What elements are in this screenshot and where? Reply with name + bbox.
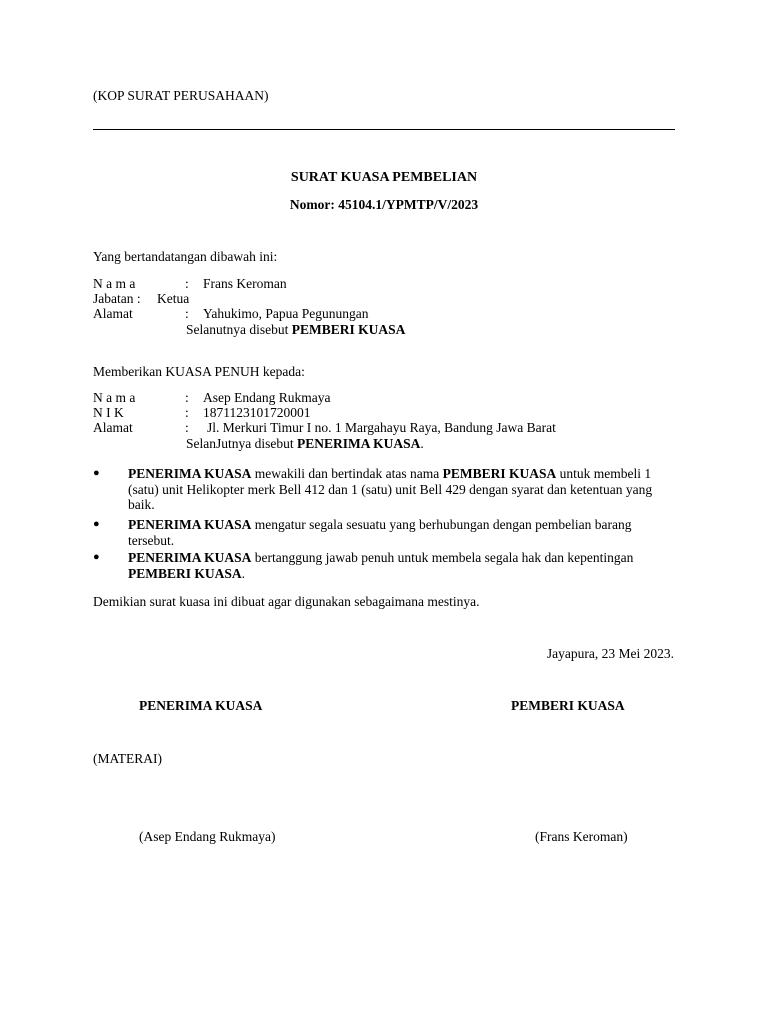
bold-term: PENERIMA KUASA xyxy=(128,517,252,532)
grantee-designation-term: PENERIMA KUASA xyxy=(297,436,421,451)
grant-intro-text: Memberikan KUASA PENUH kepada: xyxy=(93,364,305,379)
list-item-text xyxy=(128,517,675,548)
grantor-designation-prefix: Selanutnya disebut xyxy=(186,322,292,337)
intro-text: Yang bertandatangan dibawah ini: xyxy=(93,249,278,264)
grantee-designation-suffix: . xyxy=(420,436,424,451)
place-date: Jayapura, 23 Mei 2023. xyxy=(546,646,674,661)
grantor-position-value: Ketua xyxy=(157,291,190,306)
text-segment: untuk membeli 1 (satu) unit Helikopter merk Bell 412 dan 1 (satu) unit Bell 429 dengan syarat dan ketentuan yang baik. xyxy=(128,466,653,512)
bold-term: PEMBERI KUASA xyxy=(442,466,557,481)
grantor-designation xyxy=(186,322,405,337)
grantee-name-value: Asep Endang Rukmaya xyxy=(203,390,331,405)
left-signature-title: PENERIMA KUASA xyxy=(139,698,263,713)
bullet-marker: ● xyxy=(93,467,100,479)
grantee-nik-value: 1871123101720001 xyxy=(203,405,311,420)
text-segment: . xyxy=(241,565,246,581)
list-item-text xyxy=(128,466,675,513)
bold-term: PENERIMA KUASA xyxy=(128,550,252,565)
text-segment: mewakili dan bertindak atas nama xyxy=(251,466,443,481)
grantor-address-label: Alamat xyxy=(93,306,133,321)
grantor-name-label: N a m a xyxy=(93,276,136,291)
grantor-name-colon: : xyxy=(185,276,189,291)
grantee-nik-colon: : xyxy=(185,405,189,420)
closing-text: Demikian surat kuasa ini dibuat agar digunakan sebagaimana mestinya. xyxy=(93,594,480,609)
bullet-marker: ● xyxy=(93,518,100,530)
right-signature-title: PEMBERI KUASA xyxy=(511,698,625,713)
bold-term: PENERIMA KUASA xyxy=(128,466,252,481)
grantor-position-label: Jabatan : xyxy=(93,291,141,306)
bold-term: PEMBERI KUASA xyxy=(128,565,242,581)
stamp-placeholder: (MATERAI) xyxy=(93,751,162,766)
grantee-designation-prefix: SelanJutnya disebut xyxy=(186,436,297,451)
list-item-text xyxy=(128,550,675,581)
letter-title: SURAT KUASA PEMBELIAN xyxy=(290,170,478,185)
letterhead-placeholder: (KOP SURAT PERUSAHAAN) xyxy=(93,88,269,103)
grantor-name-value: Frans Keroman xyxy=(203,276,287,291)
text-segment: mengatur segala sesuatu yang berhubungan dengan pembelian barang tersebut. xyxy=(128,517,632,548)
bullet-marker: ● xyxy=(93,551,100,563)
grantee-name-colon: : xyxy=(185,390,189,405)
grantor-address-colon: : xyxy=(185,306,189,321)
grantor-designation-term: PEMBERI KUASA xyxy=(291,322,406,337)
right-signatory-name: (Frans Keroman) xyxy=(535,829,628,844)
grantee-nik-label: N I K xyxy=(93,405,124,420)
grantor-address-value: Yahukimo, Papua Pegunungan xyxy=(203,306,369,321)
grantee-designation xyxy=(186,436,424,451)
letter-number: Nomor: 45104.1/YPMTP/V/2023 xyxy=(289,197,479,212)
grantee-address-colon: : xyxy=(185,420,189,435)
left-signatory-name: (Asep Endang Rukmaya) xyxy=(139,829,276,844)
grantee-address-label: Alamat xyxy=(93,420,133,435)
grantee-address-value: Jl. Merkuri Timur I no. 1 Margahayu Raya, Bandung Jawa Barat xyxy=(207,420,556,435)
text-segment: bertanggung jawab penuh untuk membela segala hak dan kepentingan xyxy=(251,550,634,565)
letterhead-divider xyxy=(93,129,675,130)
grantee-name-label: N a m a xyxy=(93,390,136,405)
